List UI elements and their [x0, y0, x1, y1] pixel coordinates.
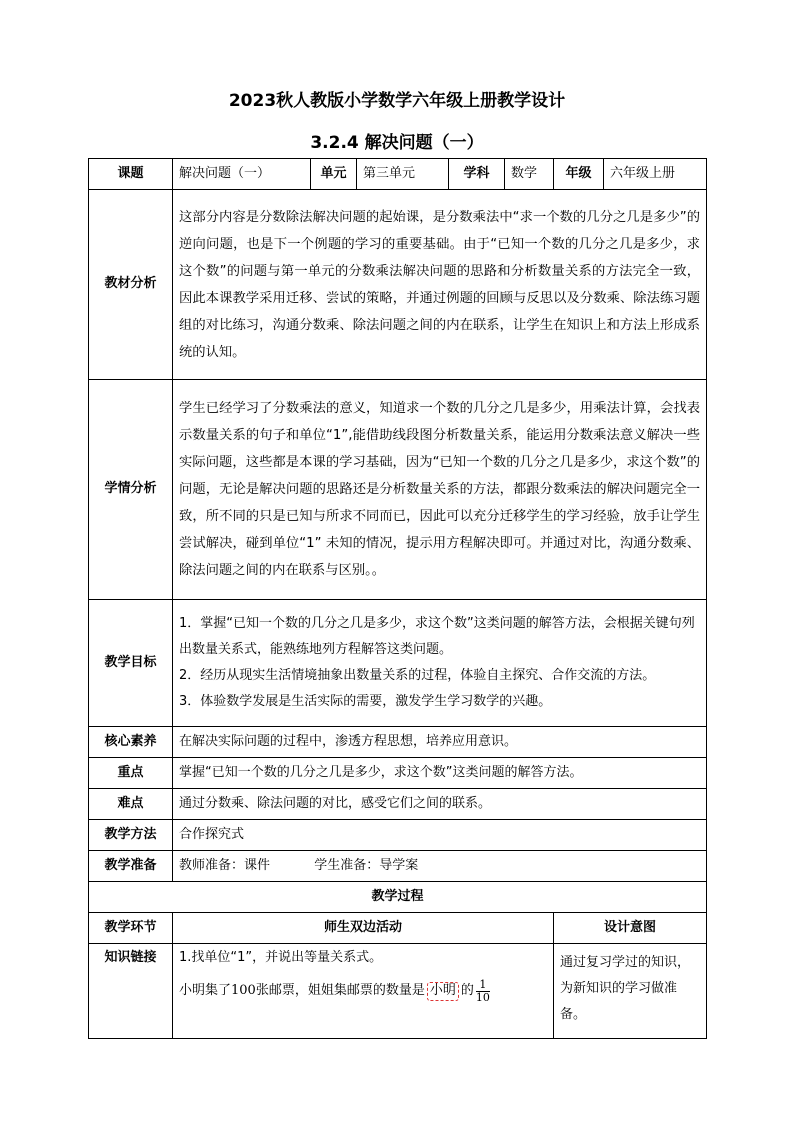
material-label: 教材分析: [89, 190, 173, 380]
unit-label: 单元: [311, 159, 357, 190]
process-header: 教学过程: [89, 882, 707, 913]
fraction: [476, 979, 490, 1004]
process-columns-row: [89, 913, 707, 944]
problem-text: 小明集了100张邮票，姐姐集邮票的数量是: [179, 982, 425, 998]
prep-row: [89, 851, 707, 882]
process-header-row: [89, 882, 707, 913]
process-row: [89, 944, 707, 1039]
student-row: [89, 380, 707, 600]
material-text: 这部分内容是分数除法解决问题的起始课，是分数乘法中“求一个数的几分之几是多少”的逆向问题，也是下一个例题的学习的重要基础。由于“已知一个数的几分之几是多少，求这个数”的问题与第一单元的分数乘法解决问题的思路和分析数量关系的方法完全一致，因此本课教学采用迁移、尝试的策略，并通过例题的回顾与反思以及分数乘、除法练习题组的对比练习，沟通分数乘、除法问题之间的内在联系，让学生在知识上和方法上形成系统的认知。: [179, 209, 701, 360]
subject-label: 学科: [449, 159, 505, 190]
goal-item-2: 2．经历从现实生活情境抽象出数量关系的过程，体验自主探究、合作交流的方法。: [179, 668, 656, 683]
goal-item-1: 1．掌握“已知一个数的几分之几是多少，求这个数”这类问题的解答方法，会根据关键句列出数量关系式，能熟练地列方程解答这类问题。: [179, 616, 695, 657]
lesson-title: 3.2.4 解决问题（一）: [310, 133, 484, 153]
grade-label: 年级: [554, 159, 604, 190]
col-activity-header: 师生双边活动: [173, 913, 554, 944]
circled-unit: 小明: [427, 982, 459, 1001]
method-text: 合作探究式: [173, 820, 707, 851]
method-label: 教学方法: [89, 820, 173, 851]
goals-label: 教学目标: [89, 600, 173, 727]
goals-row: [89, 600, 707, 727]
problem-text-end: 的: [460, 982, 474, 998]
student-text: 学生已经学习了分数乘法的意义，知道求一个数的几分之几是多少，用乘法计算，会找表示数量关系的句子和单位“1”,能借助线段图分析数量关系，能运用分数乘法意义解决一些实际问题，这些都是本课的学习基础，因为“已知一个数的几分之几是多少，求这个数”的问题，无论是解决问题的思路还是分析数量关系的方法，都跟分数乘法的解决问题完全一致，所不同的只是已知与所求不同而已，因此可以充分迁移学生的学习经验，放手让学生尝试解决，碰到单位“1” 未知的情况，提示用方程解决即可。并通过对比，沟通分数乘、除法问题之间的内在联系与区别。。: [179, 401, 701, 578]
goal-item-3: 3．体验数学发展是生活实际的需要，激发学生学习数学的兴趣。: [179, 694, 552, 709]
document-title: 2023秋人教版小学数学六年级上册教学设计: [228, 91, 566, 111]
subject-value: 数学: [505, 159, 554, 190]
lesson-plan-table: [88, 158, 707, 1039]
intent-text: 通过复习学过的知识，为新知识的学习做准备。: [554, 944, 707, 1039]
core-row: [89, 727, 707, 758]
core-text: 在解决实际问题的过程中，渗透方程思想，培养应用意识。: [173, 727, 707, 758]
stage-label: 知识链接: [89, 944, 173, 1039]
material-row: [89, 190, 707, 380]
topic-value: 解决问题（一）: [173, 159, 311, 190]
col-stage-header: 教学环节: [89, 913, 173, 944]
unit-value: 第三单元: [357, 159, 449, 190]
topic-label: 课题: [89, 159, 173, 190]
info-row: [89, 159, 707, 190]
student-prep: 学生准备：导学案: [314, 857, 419, 873]
difficulty-row: [89, 789, 707, 820]
prep-label: 教学准备: [89, 851, 173, 882]
handwritten-problem: [179, 979, 547, 1004]
key-label: 重点: [89, 758, 173, 789]
difficulty-label: 难点: [89, 789, 173, 820]
fraction-numerator: 1: [479, 977, 487, 991]
col-intent-header: 设计意图: [554, 913, 707, 944]
key-row: [89, 758, 707, 789]
core-label: 核心素养: [89, 727, 173, 758]
difficulty-text: 通过分数乘、除法问题的对比，感受它们之间的联系。: [173, 789, 707, 820]
method-row: [89, 820, 707, 851]
key-text: 掌握“已知一个数的几分之几是多少，求这个数”这类问题的解答方法。: [173, 758, 707, 789]
grade-value: 六年级上册: [604, 159, 707, 190]
activity-text: 1.找单位“1”，并说出等量关系式。: [179, 950, 383, 965]
teacher-prep: 教师准备：课件: [179, 857, 271, 873]
student-label: 学情分析: [89, 380, 173, 600]
fraction-denominator: 10: [475, 990, 490, 1004]
